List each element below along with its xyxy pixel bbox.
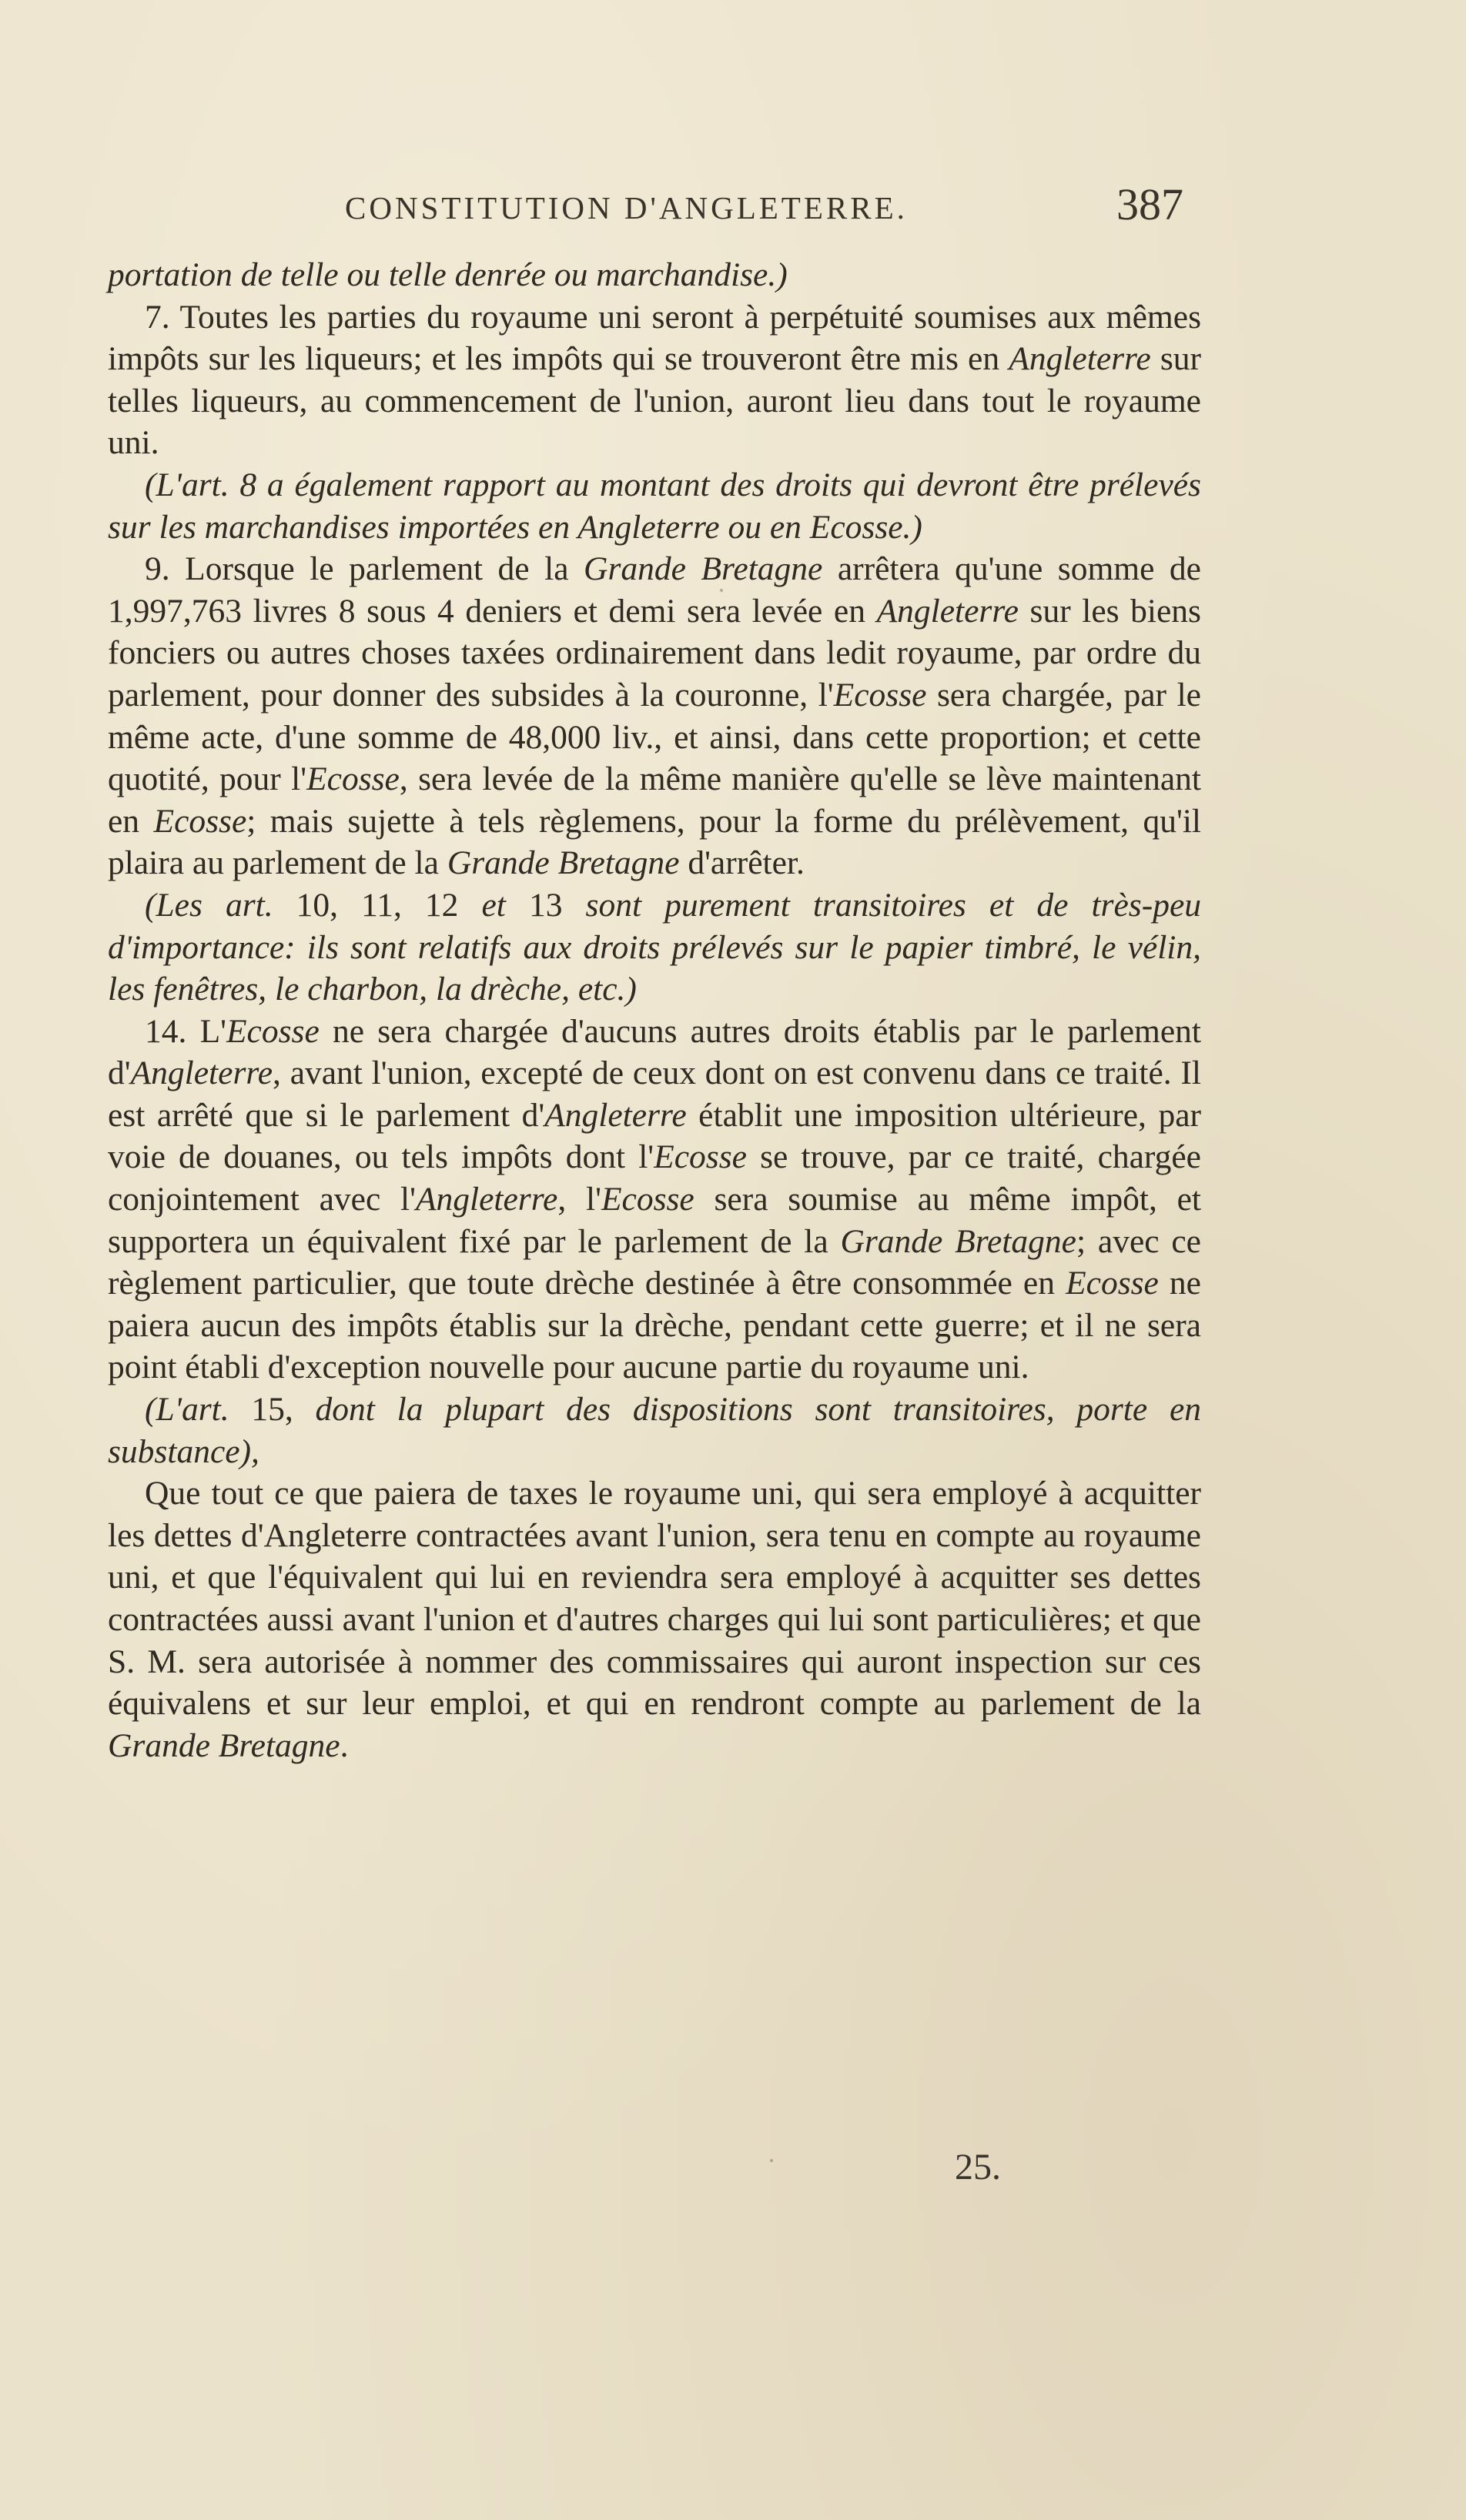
text-run: ; avec ce règlement particulier, que toute drèche destinée à être consommée en [108,1222,1201,1302]
paragraph [108,296,1201,464]
text-run: d'arrêter. [679,844,805,882]
page-number: 387 [1116,179,1183,229]
italic-text-run: Grande Bretagne [584,550,823,588]
text-run: 10, 11, 12 [273,886,482,924]
signature-mark: 25. [955,2147,1001,2187]
italic-text-run: Ecosse [1066,1265,1159,1302]
paragraph [108,884,1201,1011]
paragraph [108,1389,1201,1472]
text-run: établit une imposition ultérieure, par voie de douanes, ou tels impôts dont l' [108,1096,1201,1176]
paper-speck [770,2159,773,2162]
paragraph [108,1011,1201,1389]
italic-text-run: (Les art. [145,886,273,924]
text-run: arrêtera qu'une somme de 1,997,763 livres 8 sous 4 deniers et demi sera levée en [108,550,1201,630]
text-run: , avant l'union, excepté de ceux dont on est convenu dans ce traité. Il est arrêté que si le parlement d' [108,1054,1201,1134]
paragraph [108,548,1201,884]
italic-text-run: Ecosse [601,1181,695,1218]
text-run: sur telles liqueurs, au commencement de l'union, auront lieu dans tout le royaume uni. [108,340,1201,462]
italic-text-run: (L'art. 8 a également rapport au montant des droits qui devront être prélevés sur les marchandises importées en Angleterre ou en Ecosse.) [108,466,1201,546]
italic-text-run: Ecosse [306,760,400,798]
text-run: 13 [505,886,586,924]
italic-text-run: Angleterre [544,1096,687,1134]
italic-text-run: Angleterre [415,1181,558,1218]
text-run: 9. Lorsque le parlement de la [145,550,584,588]
text-run: ne paiera aucun des impôts établis sur la drèche, pendant cette guerre; et il ne sera point établi d'exception nouvelle pour aucune partie du royaume uni. [108,1265,1201,1386]
running-head: CONSTITUTION D'ANGLETERRE. [345,190,908,226]
italic-text-run: Grande Bretagne [108,1726,340,1764]
text-run: 7. Toutes les parties du royaume uni seront à perpétuité soumises aux mêmes impôts sur les liqueurs; et les impôts qui se trouveront être mis en [108,298,1201,378]
text-run: 15, [229,1391,316,1429]
italic-text-run: Ecosse [654,1138,747,1176]
italic-text-run: dont la plupart des dispositions sont transitoires, porte en substance), [108,1391,1202,1470]
text-run: sera chargée, par le même acte, d'une somme de 48,000 liv., et ainsi, dans cette proportion; et cette quotité, pour l' [108,676,1201,798]
text-run: se trouve, par ce traité, chargée conjointement avec l' [108,1138,1201,1218]
italic-text-run: Angleterre [1009,340,1151,378]
italic-text-run: Angleterre [130,1054,273,1092]
italic-text-run: Ecosse [226,1012,320,1050]
italic-text-run: Ecosse [833,676,927,714]
text-run: ; mais sujette à tels règlemens, pour la forme du prélèvement, qu'il plaira au parlement de la [108,802,1201,882]
text-run: , l' [557,1181,601,1218]
italic-text-run: Ecosse [153,802,247,840]
italic-text-run: portation de telle ou telle denrée ou marchandise.) [108,256,788,293]
text-run: ne sera chargée d'aucuns autres droits établis par le parlement d' [108,1012,1201,1092]
italic-text-run: Grande Bretagne [447,844,680,882]
italic-text-run: sont purement transitoires et de très-peu d'importance: ils sont relatifs aux droits prélevés sur le papier timbré, le vélin, les fenêtres, le charbon, la drèche, etc.) [108,886,1202,1008]
paragraph [108,1472,1201,1766]
text-run: sur les biens fonciers ou autres choses taxées ordinairement dans ledit royaume, par ordre du parlement, pour donner des subsides à la couronne, l' [108,592,1201,714]
italic-text-run: Grande Bretagne [840,1222,1076,1260]
text-run: Que tout ce que paiera de taxes le royaume uni, qui sera employé à acquitter les dettes d'Angleterre contractées avant l'union, sera tenu en compte au royaume uni, et que l'équivalent qui lui en reviendra sera employé à acquitter ses dettes contractées aussi avant l'union et d'autres charges qui lui sont particulières; et que S. M. sera autorisée à nommer des commissaires qui auront inspection sur ces équivalens et sur leur emploi, et qui en rendront compte au parlement de la [108,1475,1201,1723]
page-header [108,179,1201,243]
text-run: sera soumise au même impôt, et supportera un équivalent fixé par le parlement de la [108,1181,1201,1260]
italic-text-run: et [481,886,506,924]
text-run: . [340,1726,349,1764]
text-run: , sera levée de la même manière qu'elle se lève maintenant en [108,760,1201,840]
italic-text-run: Angleterre [876,592,1019,630]
paragraph [108,464,1201,548]
body-text [108,254,1201,1766]
italic-text-run: (L'art. [145,1391,229,1429]
text-run: 14. L' [145,1012,226,1050]
paper-speck [720,589,723,592]
paragraph [108,254,1201,296]
